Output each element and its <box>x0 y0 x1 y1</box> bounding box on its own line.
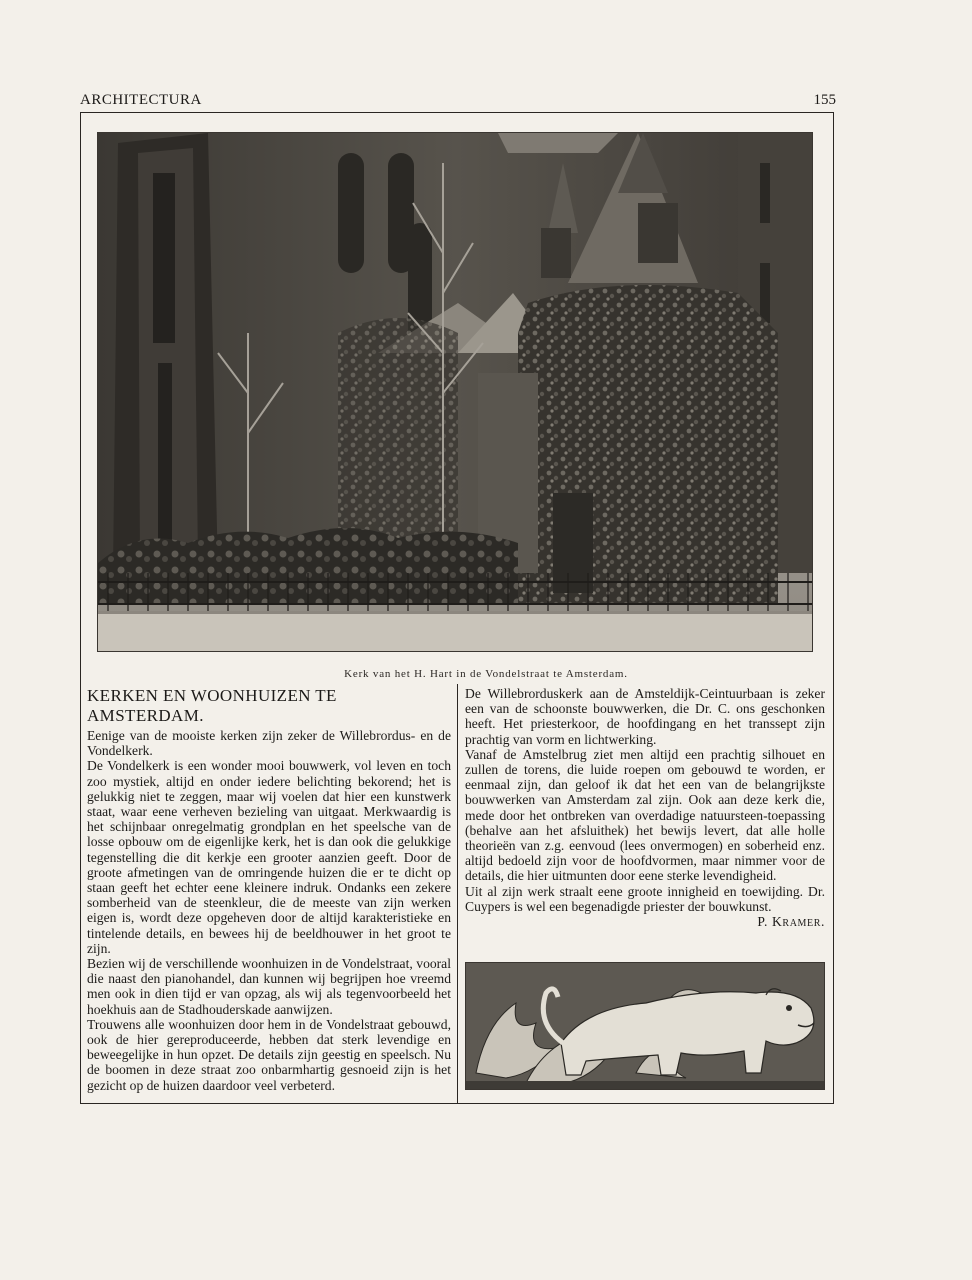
right-column <box>465 686 825 929</box>
paragraph: De Vondelkerk is een wonder mooi bouwwerk, vol leven en toch zoo mystiek, altijd en onder iedere belichting bekorend; het is gelukkig niet te zeggen, maar wij voelen dat hier een kunstwerk staat, waar eene verheven bezieling van uitgaat. Merkwaardig is het schijnbaar onregelmatig grondplan en het speelsche van de losse opbouw om de eigenlijke kerk, het is dan ook die gelukkige tegenstelling die dit kerkje een grooter aanzien geeft. Door de groote afmetingen van de omringende huizen die er te dicht op staan geeft het echter eene kleinere indruk. Ondanks een zekere somberheid van de steenkleur, die de meeste van zijn werken eigen is, wordt deze opgeheven door de altijd karakteristieke en tintelende details, en bewees hij de beeldhouwer in het groot te zijn. <box>87 758 451 956</box>
article-title: KERKEN EN WOONHUIZEN TE AMSTERDAM. <box>87 686 337 725</box>
paragraph: Bezien wij de verschillende woonhuizen in de Vondelstraat, vooral die naast den pianohandel, dan kunnen wij begrijpen hoe vreemd men ook in dien tijd er van opzag, als wij als tegenvoorbeeld het hoekhuis aan de Stadhouderskade aanwijzen. <box>87 956 451 1017</box>
paragraph: Vanaf de Amstelbrug ziet men altijd een prachtig silhouet en zullen de torens, die luide roepen om gebouwd te worden, er eenmaal zijn, dan geloof ik dat het een van de belangrijkste bouwwerken van Amsterdam zal zijn. Ook aan deze kerk die, mede door het ontbreken van overdadige natuursteen-toepassing (behalve aan het afsluithek) het bewijs levert, dat alle holle theorieën van z.g. eenvoud (lees onvermogen) en soberheid enz. altijd bedoeld zijn voor de hoofdvormen, maar nimmer voor de details, die hier uitmunten door eene sterke levendigheid. <box>465 746 825 884</box>
column-divider <box>457 684 458 1104</box>
paragraph: Eenige van de mooiste kerken zijn zeker de Willebrordus- en de Vondelkerk. <box>87 728 451 759</box>
journal-title: ARCHITECTURA <box>80 92 202 108</box>
page-number: 155 <box>813 92 836 108</box>
figure-caption: Kerk van het H. Hart in de Vondelstraat te Amsterdam. <box>344 668 628 680</box>
running-header <box>80 92 836 112</box>
left-column <box>87 686 451 1093</box>
signature-block <box>465 914 825 929</box>
closing-paragraph <box>465 884 825 914</box>
paragraph: Trouwens alle woonhuizen door hem in de Vondelstraat gebouwd, ook de hier gereproduceerde, hebben dat sterk levendige en beweegelijke in hun opzet. De details zijn geestig en speelsch. Nu de boomen in deze straat zoo onbarmhartig gesnoeid zijn is het gezicht op de huizen daardoor veel verbeterd. <box>87 1016 451 1093</box>
lion-relief-photograph <box>465 962 825 1090</box>
church-photograph <box>97 132 813 652</box>
author-signature: P. Kramer. <box>757 914 825 930</box>
paragraph: De Willebrorduskerk aan de Amsteldijk-Ceintuurbaan is zeker een van de schoonste bouwwerken, die Dr. C. ons geschonken heeft. Het priesterkoor, de hoofdingang en het transsept zijn prachtig van vorm en lichtwerking. <box>465 686 825 747</box>
paragraph: Uit al zijn werk straalt eene groote innigheid en toewijding. Dr. Cuypers is wel een begenadigde priester der bouwkunst. <box>465 883 825 914</box>
